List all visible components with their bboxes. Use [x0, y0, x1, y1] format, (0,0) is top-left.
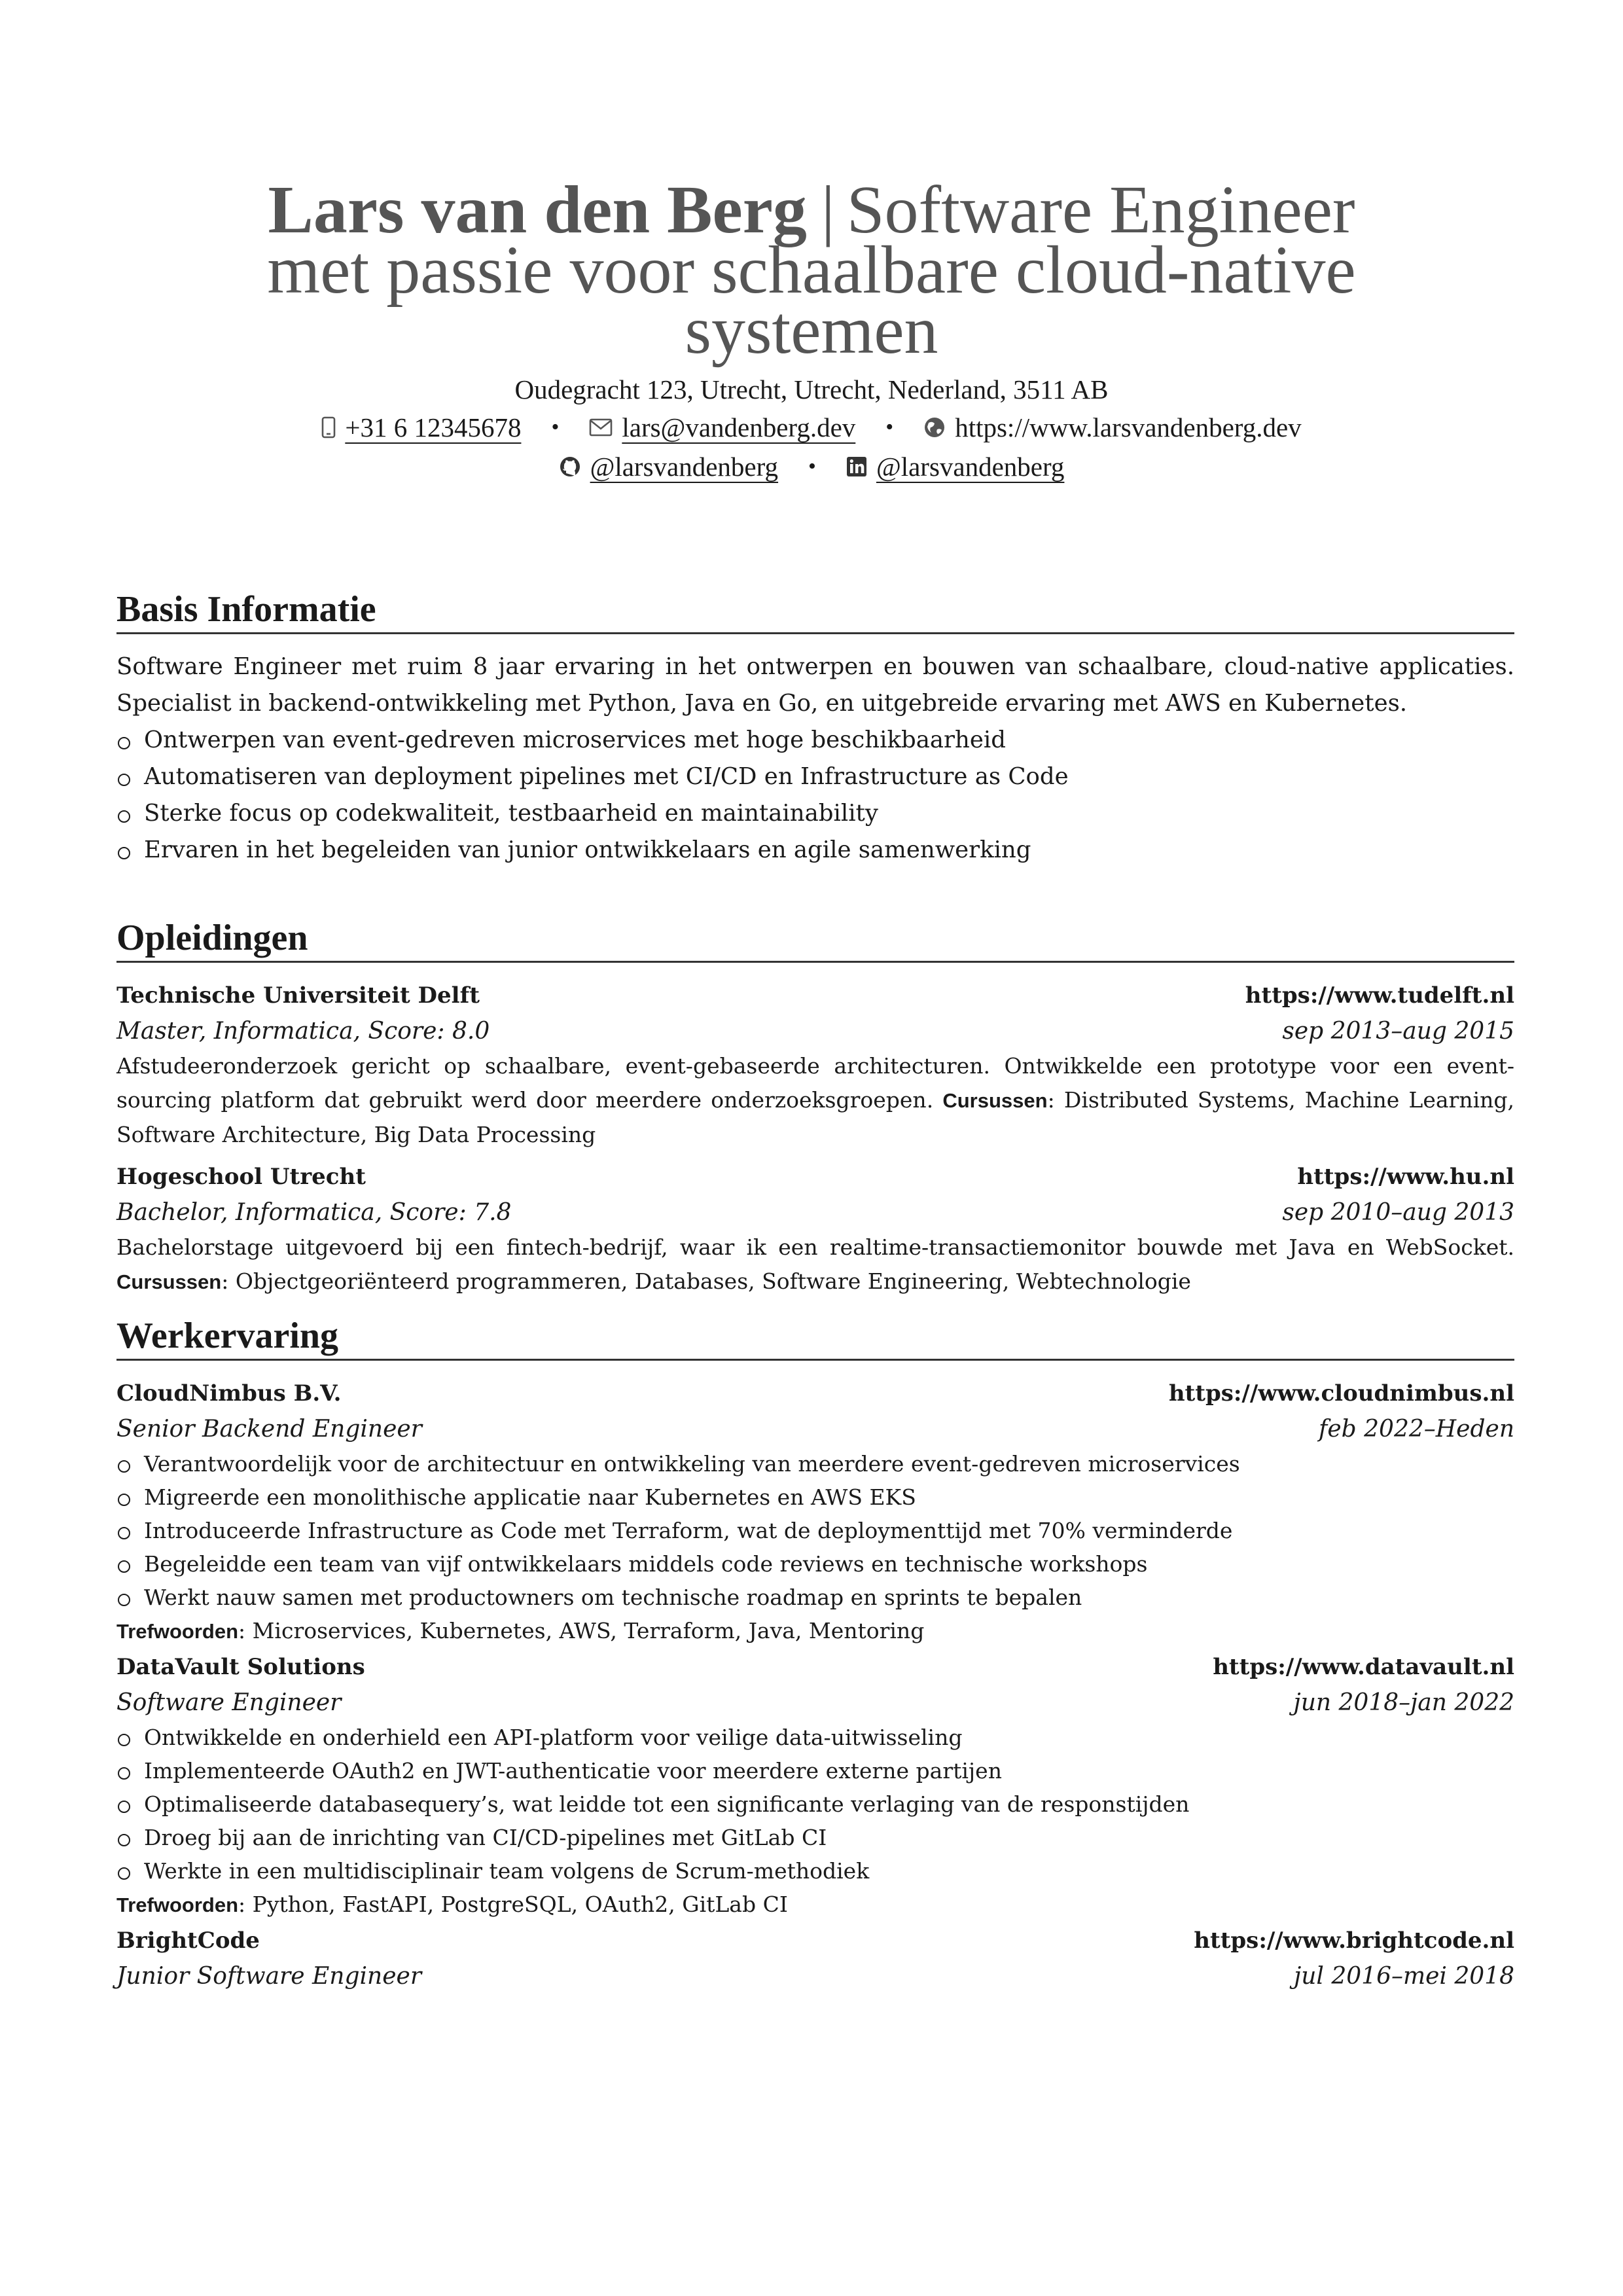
work-entry — [116, 1922, 1514, 1994]
linkedin-contact[interactable] — [846, 447, 1064, 486]
list-item: Ontwerpen van event-gedreven microservices met hoge beschikbaarheid — [116, 722, 1514, 759]
github-icon — [559, 456, 581, 478]
date-range: jun 2018–jan 2022 — [1293, 1689, 1514, 1716]
date-range: sep 2010–aug 2013 — [1282, 1199, 1514, 1226]
title-separator: | — [821, 172, 835, 247]
section-opleidingen — [116, 916, 1514, 1299]
work-points — [116, 1447, 1514, 1614]
contact-row-1 — [118, 408, 1505, 447]
linkedin-handle[interactable]: @larsvandenberg — [876, 452, 1065, 482]
section-werkervaring — [116, 1314, 1514, 1994]
keywords-list: : Microservices, Kubernetes, AWS, Terraform, Java, Mentoring — [238, 1618, 925, 1643]
work-points — [116, 1721, 1514, 1888]
institution-name: Technische Universiteit Delft — [116, 982, 480, 1009]
list-item: Optimaliseerde databasequery’s, wat leidde tot een significante verlaging van de responstijden — [116, 1787, 1514, 1821]
work-entry — [116, 1649, 1514, 1922]
section-title: Opleidingen — [116, 916, 1514, 963]
description-text: Afstudeeronderzoek gericht op schaalbare, event-gebaseerde architecturen. Ontwikkelde een prototype voor een event-sourcing platform dat gebruikt werd door meerdere onderzoeksgroepen. — [116, 1053, 1514, 1113]
title-line-1 — [118, 172, 1505, 247]
company-name: DataVault Solutions — [116, 1654, 365, 1680]
education-description — [116, 1049, 1514, 1152]
list-item: Begeleidde een team van vijf ontwikkelaars middels code reviews en technische workshops — [116, 1547, 1514, 1581]
education-entry — [116, 1158, 1514, 1299]
company-url[interactable]: https://www.cloudnimbus.nl — [1168, 1380, 1514, 1407]
phone-number[interactable]: +31 6 12345678 — [345, 412, 522, 442]
address: Oudegracht 123, Utrecht, Utrecht, Nederland, 3511 AB — [514, 374, 1109, 404]
email-contact[interactable] — [589, 408, 855, 447]
summary-points — [116, 722, 1514, 869]
phone-contact[interactable] — [321, 408, 521, 447]
description-text: Bachelorstage uitgevoerd bij een fintech-bedrijf, waar ik een realtime-transactiemonitor bouwde met Java en WebSocket. — [116, 1234, 1514, 1260]
contact-separator: • — [885, 415, 894, 439]
job-role: Software Engineer — [116, 1689, 342, 1716]
keywords-label: Trefwoorden — [116, 1893, 239, 1916]
institution-url[interactable]: https://www.tudelft.nl — [1245, 982, 1514, 1009]
courses-list: : Distributed Systems, Machine Learning, Software Architecture, Big Data Processing — [116, 1087, 1514, 1147]
company-name: BrightCode — [116, 1928, 260, 1954]
list-item: Introduceerde Infrastructure as Code met Terraform, wat de deploymenttijd met 70% verminderde — [116, 1514, 1514, 1547]
education-description — [116, 1230, 1514, 1299]
tagline-part-3: systemen — [685, 293, 938, 368]
company-url[interactable]: https://www.datavault.nl — [1213, 1654, 1514, 1680]
institution-url[interactable]: https://www.hu.nl — [1297, 1164, 1514, 1190]
courses-label: Cursussen — [942, 1089, 1048, 1112]
website-contact[interactable] — [923, 408, 1301, 447]
list-item: Automatiseren van deployment pipelines met CI/CD en Infrastructure as Code — [116, 759, 1514, 795]
degree: Bachelor, Informatica, Score: 7.8 — [116, 1199, 512, 1226]
courses-label: Cursussen — [116, 1270, 222, 1293]
keywords-line — [116, 1614, 1514, 1649]
job-role: Senior Backend Engineer — [116, 1416, 422, 1443]
contact-row-2 — [118, 447, 1505, 486]
section-basis-informatie — [116, 588, 1514, 869]
candidate-name: Lars van den Berg — [268, 172, 807, 247]
list-item: Werkt nauw samen met productowners om technische roadmap en sprints te bepalen — [116, 1581, 1514, 1614]
github-contact[interactable] — [559, 447, 778, 486]
contact-separator: • — [808, 454, 816, 478]
keywords-list: : Python, FastAPI, PostgreSQL, OAuth2, GitLab CI — [238, 1892, 788, 1917]
section-title: Basis Informatie — [116, 588, 1514, 634]
date-range: jul 2016–mei 2018 — [1294, 1963, 1514, 1990]
institution-name: Hogeschool Utrecht — [116, 1164, 366, 1190]
date-range: sep 2013–aug 2015 — [1282, 1018, 1514, 1045]
list-item: Werkte in een multidisciplinair team volgens de Scrum-methodiek — [116, 1854, 1514, 1888]
list-item: Sterke focus op codekwaliteit, testbaarheid en maintainability — [116, 795, 1514, 832]
education-entry — [116, 977, 1514, 1152]
globe-icon — [923, 416, 946, 439]
envelope-icon — [589, 418, 613, 437]
list-item: Verantwoordelijk voor de architectuur en ontwikkeling van meerdere event-gedreven microservices — [116, 1447, 1514, 1480]
phone-icon — [321, 416, 336, 439]
tagline-part-1: Software Engineer — [846, 172, 1355, 247]
website-url[interactable]: https://www.larsvandenberg.dev — [955, 412, 1302, 442]
company-name: CloudNimbus B.V. — [116, 1380, 342, 1407]
contact-separator: • — [551, 415, 560, 439]
courses-list: : Objectgeoriënteerd programmeren, Databases, Software Engineering, Webtechnologie — [221, 1268, 1191, 1294]
list-item: Implementeerde OAuth2 en JWT-authenticatie voor meerdere externe partijen — [116, 1754, 1514, 1787]
linkedin-icon — [846, 456, 867, 477]
list-item: Ervaren in het begeleiden van junior ontwikkelaars en agile samenwerking — [116, 832, 1514, 869]
list-item: Droeg bij aan de inrichting van CI/CD-pipelines met GitLab CI — [116, 1821, 1514, 1854]
list-item: Ontwikkelde en onderhield een API-platform voor veilige data-uitwisseling — [116, 1721, 1514, 1754]
github-handle[interactable]: @larsvandenberg — [590, 452, 779, 482]
resume-header — [118, 172, 1505, 486]
degree: Master, Informatica, Score: 8.0 — [116, 1018, 490, 1045]
summary-text: Software Engineer met ruim 8 jaar ervaring in het ontwerpen en bouwen van schaalbare, cloud-native applicaties. Specialist in backend-ontwikkeling met Python, Java en Go, en uitgebreide ervaring met AWS en Kubernetes. — [116, 653, 1514, 717]
email-address[interactable]: lars@vandenberg.dev — [622, 412, 856, 442]
work-entry — [116, 1375, 1514, 1649]
job-role: Junior Software Engineer — [116, 1963, 422, 1990]
company-url[interactable]: https://www.brightcode.nl — [1194, 1928, 1514, 1954]
list-item: Migreerde een monolithische applicatie naar Kubernetes en AWS EKS — [116, 1480, 1514, 1514]
keywords-label: Trefwoorden — [116, 1620, 239, 1643]
section-title: Werkervaring — [116, 1314, 1514, 1361]
date-range: feb 2022–Heden — [1319, 1416, 1514, 1443]
keywords-line — [116, 1888, 1514, 1922]
tagline-part-2: met passie voor schaalbare cloud-native — [267, 232, 1356, 308]
